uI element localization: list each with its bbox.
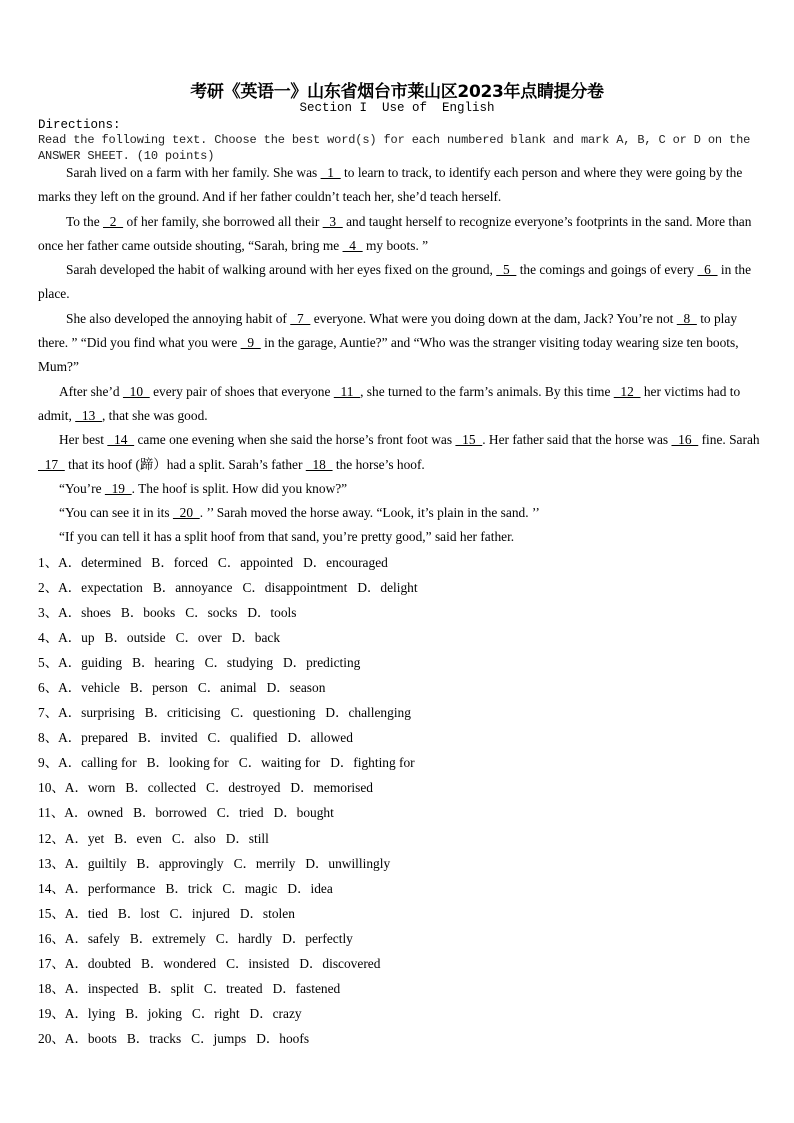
- passage-paragraph: [38, 161, 765, 210]
- question-row: [38, 625, 428, 650]
- answer-option: B．outside: [104, 630, 166, 646]
- answer-option: B．approvingly: [136, 855, 224, 871]
- answer-blank: 11: [333, 383, 361, 399]
- question-row: [38, 876, 428, 901]
- section-heading: Section I Use of English: [299, 101, 495, 115]
- question-number: 8、: [38, 730, 59, 746]
- answer-option: C．also: [171, 830, 216, 846]
- answer-option: D．discovered: [299, 955, 381, 971]
- answer-option: A．guiltily: [64, 855, 127, 871]
- answer-option: B．extremely: [129, 930, 206, 946]
- passage-text: the horse’s hoof.: [332, 456, 425, 472]
- answer-option: C．waiting for: [238, 755, 321, 771]
- passage-text: , that she was good.: [101, 407, 208, 423]
- answer-option: C．jumps: [191, 1030, 247, 1046]
- passage-text: her victims had to admit,: [38, 383, 741, 423]
- answer-option: C．appointed: [217, 555, 294, 570]
- question-number: 16、: [38, 930, 65, 946]
- answer-blank: 8: [676, 310, 697, 326]
- question-options-list: [38, 550, 428, 1051]
- passage-text: After she’d: [59, 383, 123, 399]
- question-row: [38, 976, 428, 1001]
- question-number: 5、: [38, 655, 59, 671]
- answer-option: A．worn: [64, 780, 116, 796]
- answer-blank: 1: [320, 165, 341, 180]
- question-number: 3、: [38, 605, 59, 621]
- cloze-passage: [38, 161, 765, 550]
- question-row: [38, 851, 428, 876]
- passage-text: , she turned to the farm’s animals. By this time: [360, 383, 614, 399]
- answer-blank: 17: [38, 456, 65, 472]
- directions-label: Directions:: [38, 118, 121, 132]
- answer-option: D．bought: [273, 805, 334, 821]
- question-number: 14、: [38, 880, 65, 896]
- passage-text: of her family, she borrowed all their: [123, 213, 323, 229]
- answer-option: D．back: [231, 630, 281, 646]
- answer-blank: 3: [322, 213, 343, 229]
- question-row: [38, 1026, 428, 1051]
- answer-option: A．owned: [64, 805, 124, 821]
- question-row: [38, 750, 428, 775]
- answer-option: B．books: [120, 605, 176, 621]
- passage-text: to play there. ” “Did you find what you were: [38, 310, 738, 351]
- answer-blank: 19: [104, 480, 132, 496]
- answer-option: B．lost: [117, 905, 160, 921]
- passage-text: “You’re: [59, 480, 105, 496]
- passage-text: To the: [66, 213, 103, 229]
- passage-text: Sarah developed the habit of walking around with her eyes fixed on the ground,: [66, 262, 497, 278]
- answer-option: A．lying: [64, 1005, 116, 1021]
- answer-option: B．trick: [165, 880, 213, 896]
- answer-option: D．perfectly: [282, 930, 353, 946]
- answer-option: C．qualified: [207, 730, 278, 746]
- directions-text: Read the following text. Choose the best word(s) for each numbered blank and mark A, B, C or D on the ANSWER SHEET. (10 points): [38, 133, 751, 163]
- passage-text: . The hoof is split. How did you know?”: [131, 480, 348, 496]
- answer-blank: 7: [290, 310, 311, 326]
- answer-option: A．vehicle: [58, 680, 120, 696]
- question-row: [38, 725, 428, 750]
- answer-option: C．hardly: [215, 930, 273, 946]
- answer-blank: 9: [240, 335, 261, 351]
- question-row: [38, 926, 428, 951]
- answer-option: C．questioning: [230, 705, 316, 721]
- answer-option: C．right: [191, 1005, 240, 1021]
- question-number: 17、: [38, 955, 65, 971]
- answer-option: D．challenging: [325, 705, 411, 721]
- passage-paragraph: [38, 525, 765, 549]
- question-number: 10、: [38, 780, 65, 796]
- answer-option: D．memorised: [290, 780, 373, 796]
- answer-option: C．animal: [197, 680, 257, 696]
- question-number: 13、: [38, 855, 65, 871]
- answer-option: C．socks: [185, 605, 238, 621]
- answer-blank: 6: [697, 262, 718, 278]
- answer-option: B．even: [114, 830, 162, 846]
- answer-option: C．injured: [169, 905, 230, 921]
- answer-option: A．boots: [64, 1030, 117, 1046]
- answer-option: C．studying: [204, 655, 274, 671]
- answer-option: A．yet: [64, 830, 105, 846]
- answer-option: C．treated: [203, 980, 263, 996]
- passage-text: my boots. ”: [362, 237, 429, 253]
- question-row: [38, 575, 428, 600]
- question-number: 6、: [38, 680, 59, 696]
- question-row: [38, 600, 428, 625]
- passage-text: She also developed the annoying habit of: [66, 310, 291, 326]
- answer-option: A．shoes: [58, 605, 111, 621]
- answer-option: D．season: [266, 680, 326, 696]
- question-row: [38, 650, 428, 675]
- answer-option: D．tools: [247, 605, 297, 621]
- question-number: 1、: [38, 555, 59, 570]
- answer-option: C．magic: [222, 880, 278, 896]
- answer-option: C．over: [175, 630, 222, 646]
- answer-option: A．inspected: [64, 980, 139, 996]
- passage-text: and taught herself to recognize everyone’s footprints in the sand. More than once her father came outside shouting, “Sarah, bring me: [38, 213, 752, 253]
- passage-text: “If you can tell it has a split hoof from that sand, you’re pretty good,” said her father.: [59, 529, 515, 545]
- question-number: 2、: [38, 580, 59, 596]
- answer-blank: 4: [342, 237, 363, 253]
- answer-option: D．predicting: [283, 655, 361, 671]
- answer-blank: 20: [172, 505, 200, 521]
- passage-text: everyone. What were you doing down at the dam, Jack? You’re not: [310, 310, 677, 326]
- passage-text: came one evening when she said the horse’s front foot was: [134, 432, 456, 448]
- answer-blank: 13: [75, 407, 102, 423]
- question-row: [38, 1001, 428, 1026]
- answer-option: A．performance: [64, 880, 156, 896]
- question-number: 20、: [38, 1030, 65, 1046]
- answer-blank: 10: [122, 383, 150, 399]
- question-row: [38, 700, 428, 725]
- answer-option: B．tracks: [126, 1030, 182, 1046]
- passage-text: in the garage, Auntie?” and “Who was the stranger visiting today wearing size ten boots, Mum?”: [38, 335, 739, 375]
- question-row: [38, 550, 428, 575]
- answer-option: B．criticising: [144, 705, 221, 721]
- passage-text: the comings and goings of every: [516, 262, 698, 278]
- answer-option: D．allowed: [287, 730, 353, 746]
- answer-option: C．tried: [216, 805, 264, 821]
- answer-option: D．encouraged: [303, 555, 388, 570]
- question-number: 12、: [38, 830, 65, 846]
- answer-option: D．delight: [357, 580, 418, 596]
- answer-blank: 5: [496, 262, 517, 278]
- passage-text: Sarah lived on a farm with her family. She was: [66, 165, 321, 180]
- answer-option: D．hoofs: [256, 1030, 310, 1046]
- question-number: 15、: [38, 905, 65, 921]
- answer-option: D．idea: [287, 880, 333, 896]
- answer-option: C．merrily: [233, 855, 296, 871]
- answer-option: B．forced: [151, 555, 208, 570]
- answer-blank: 14: [107, 432, 135, 448]
- answer-option: B．hearing: [132, 655, 195, 671]
- passage-text: “You can see it in its: [59, 505, 173, 521]
- answer-option: A．expectation: [58, 580, 143, 596]
- question-number: 19、: [38, 1005, 65, 1021]
- page-title: 考研《英语一》山东省烟台市莱山区2023年点睛提分卷: [190, 82, 604, 102]
- answer-option: C．insisted: [226, 955, 290, 971]
- answer-option: D．stolen: [239, 905, 295, 921]
- passage-paragraph: [38, 477, 765, 501]
- passage-text: that its hoof (蹄）had a split. Sarah’s father: [64, 456, 306, 472]
- answer-blank: 12: [613, 383, 641, 399]
- answer-option: A．guiding: [58, 655, 123, 671]
- answer-option: D．crazy: [249, 1005, 302, 1021]
- answer-option: A．safely: [64, 930, 120, 946]
- question-row: [38, 800, 428, 825]
- answer-option: D．unwillingly: [305, 855, 391, 871]
- question-number: 11、: [38, 805, 65, 821]
- passage-paragraph: [38, 428, 765, 477]
- passage-text: to learn to track, to identify each person and where they were going by the marks they left on the ground. And if her father couldn’t teach her, she’d teach herself.: [38, 165, 743, 205]
- passage-text: in the place.: [38, 262, 752, 302]
- answer-option: B．collected: [125, 780, 197, 796]
- answer-blank: 15: [455, 432, 483, 448]
- answer-option: C．destroyed: [206, 780, 281, 796]
- question-row: [38, 675, 428, 700]
- answer-option: C．disappointment: [242, 580, 348, 596]
- passage-text: . ’’ Sarah moved the horse away. “Look, it’s plain in the sand. ’’: [199, 505, 540, 521]
- question-number: 4、: [38, 630, 59, 646]
- question-number: 18、: [38, 980, 65, 996]
- answer-option: B．person: [129, 680, 188, 696]
- answer-option: A．up: [58, 630, 95, 646]
- passage-paragraph: [38, 307, 765, 380]
- answer-option: B．annoyance: [152, 580, 233, 596]
- answer-option: A．doubted: [64, 955, 131, 971]
- passage-paragraph: [38, 380, 765, 429]
- answer-blank: 18: [305, 456, 333, 472]
- answer-option: A．determined: [58, 555, 142, 570]
- answer-option: A．surprising: [58, 705, 135, 721]
- passage-text: . Her father said that the horse was: [482, 432, 672, 448]
- passage-paragraph: [38, 258, 765, 307]
- answer-option: B．looking for: [146, 755, 229, 771]
- passage-text: fine. Sarah: [698, 432, 760, 448]
- question-number: 7、: [38, 705, 59, 721]
- answer-option: D．fastened: [272, 980, 341, 996]
- passage-paragraph: [38, 210, 765, 259]
- answer-blank: 16: [671, 432, 699, 448]
- answer-option: A．tied: [64, 905, 108, 921]
- answer-option: B．split: [148, 980, 194, 996]
- question-number: 9、: [38, 755, 59, 771]
- answer-option: A．prepared: [58, 730, 128, 746]
- question-row: [38, 951, 428, 976]
- question-row: [38, 775, 428, 800]
- question-row: [38, 901, 428, 926]
- question-row: [38, 826, 428, 851]
- answer-option: A．calling for: [58, 755, 137, 771]
- answer-option: B．joking: [125, 1005, 182, 1021]
- answer-option: B．borrowed: [133, 805, 207, 821]
- passage-text: Her best: [59, 432, 108, 448]
- passage-paragraph: [38, 501, 765, 525]
- passage-text: every pair of shoes that everyone: [149, 383, 334, 399]
- answer-option: D．fighting for: [330, 755, 415, 771]
- answer-option: B．invited: [138, 730, 198, 746]
- answer-option: B．wondered: [140, 955, 217, 971]
- answer-blank: 2: [103, 213, 124, 229]
- answer-option: D．still: [225, 830, 269, 846]
